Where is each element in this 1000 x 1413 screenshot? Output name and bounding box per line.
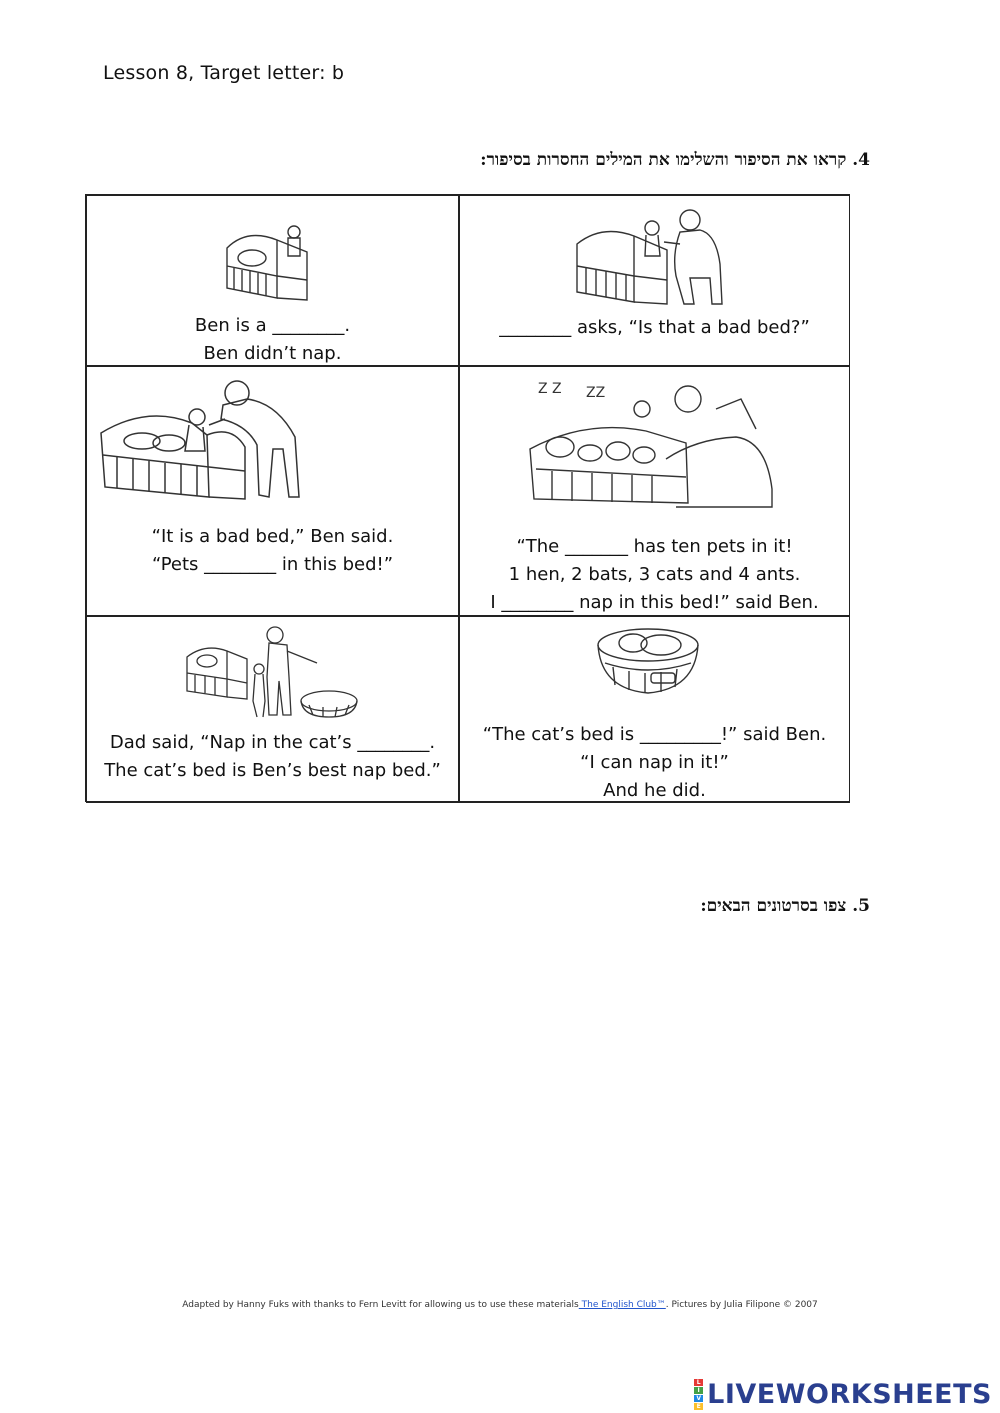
pets-crib-icon bbox=[526, 369, 776, 509]
crib-icon bbox=[572, 204, 732, 314]
basket-icon bbox=[183, 621, 363, 719]
credit-suffix: . Pictures by Julia Filipone © 2007 bbox=[665, 1300, 818, 1310]
story-cell-5 bbox=[86, 616, 459, 803]
logo-letter: I bbox=[694, 1387, 703, 1394]
logo-letter: V bbox=[694, 1395, 703, 1402]
story-line: I ________ nap in this bed!” said Ben. bbox=[490, 592, 819, 613]
story-line: “I can nap in it!” bbox=[580, 752, 729, 773]
story-line: And he did. bbox=[603, 780, 706, 801]
story-line: Ben is a ________. bbox=[194, 315, 351, 336]
story-cell-4 bbox=[459, 366, 850, 616]
story-line: “It is a bad bed,” Ben said. bbox=[151, 526, 394, 547]
section-4-instruction: 4. קראו את הסיפור והשלימו את המילים החסרות בסיפור: bbox=[480, 150, 870, 170]
story-grid bbox=[85, 194, 850, 802]
svg-text:ZZ: ZZ bbox=[586, 385, 606, 401]
credit-prefix: Adapted by Hanny Fuks with thanks to Fern Levitt for allowing us to use these materials bbox=[182, 1300, 579, 1310]
story-cell-2 bbox=[459, 195, 850, 366]
story-cell-6 bbox=[459, 616, 850, 803]
boy-sleeping-in-basket-drawing bbox=[593, 623, 703, 699]
footer-credit bbox=[0, 1300, 1000, 1310]
story-line: “The cat’s bed is _________!” said Ben. bbox=[482, 724, 827, 745]
story-line: “Pets ________ in this bed!” bbox=[151, 554, 394, 575]
english-club-link[interactable]: The English Club™ bbox=[578, 1300, 666, 1310]
story-cell-1 bbox=[86, 195, 459, 366]
logo-letter: L bbox=[694, 1379, 703, 1386]
brand-name: LIVEWORKSHEETS bbox=[707, 1379, 992, 1410]
story-line: “The _______ has ten pets in it! bbox=[516, 536, 793, 557]
lesson-title: Lesson 8, Target letter: b bbox=[103, 62, 345, 84]
dad-leaning-over-crib-drawing bbox=[97, 375, 302, 505]
svg-text:Z Z: Z Z bbox=[538, 381, 562, 397]
crib-icon bbox=[222, 218, 317, 308]
dad-pointing-at-basket-drawing bbox=[183, 621, 363, 719]
basket-icon bbox=[593, 623, 703, 699]
logo-letter: E bbox=[694, 1403, 703, 1410]
section-5-instruction: 5. צפו בסרטונים הבאים: bbox=[700, 896, 870, 916]
story-line: 1 hen, 2 bats, 3 cats and 4 ants. bbox=[508, 564, 801, 585]
story-line: The cat’s bed is Ben’s best nap bed.” bbox=[104, 760, 441, 781]
boy-in-crib-drawing bbox=[222, 218, 317, 308]
pets-in-crib-drawing bbox=[526, 369, 776, 509]
story-line: Dad said, “Nap in the cat’s ________. bbox=[109, 732, 436, 753]
dad-and-boy-at-crib-drawing bbox=[572, 204, 732, 314]
story-line: Ben didn’t nap. bbox=[203, 343, 342, 364]
liveworksheets-brand bbox=[694, 1379, 992, 1410]
crib-icon bbox=[97, 375, 302, 505]
liveworksheets-logo-icon bbox=[694, 1379, 703, 1410]
story-line: ________ asks, “Is that a bad bed?” bbox=[499, 317, 810, 338]
story-cell-3 bbox=[86, 366, 459, 616]
